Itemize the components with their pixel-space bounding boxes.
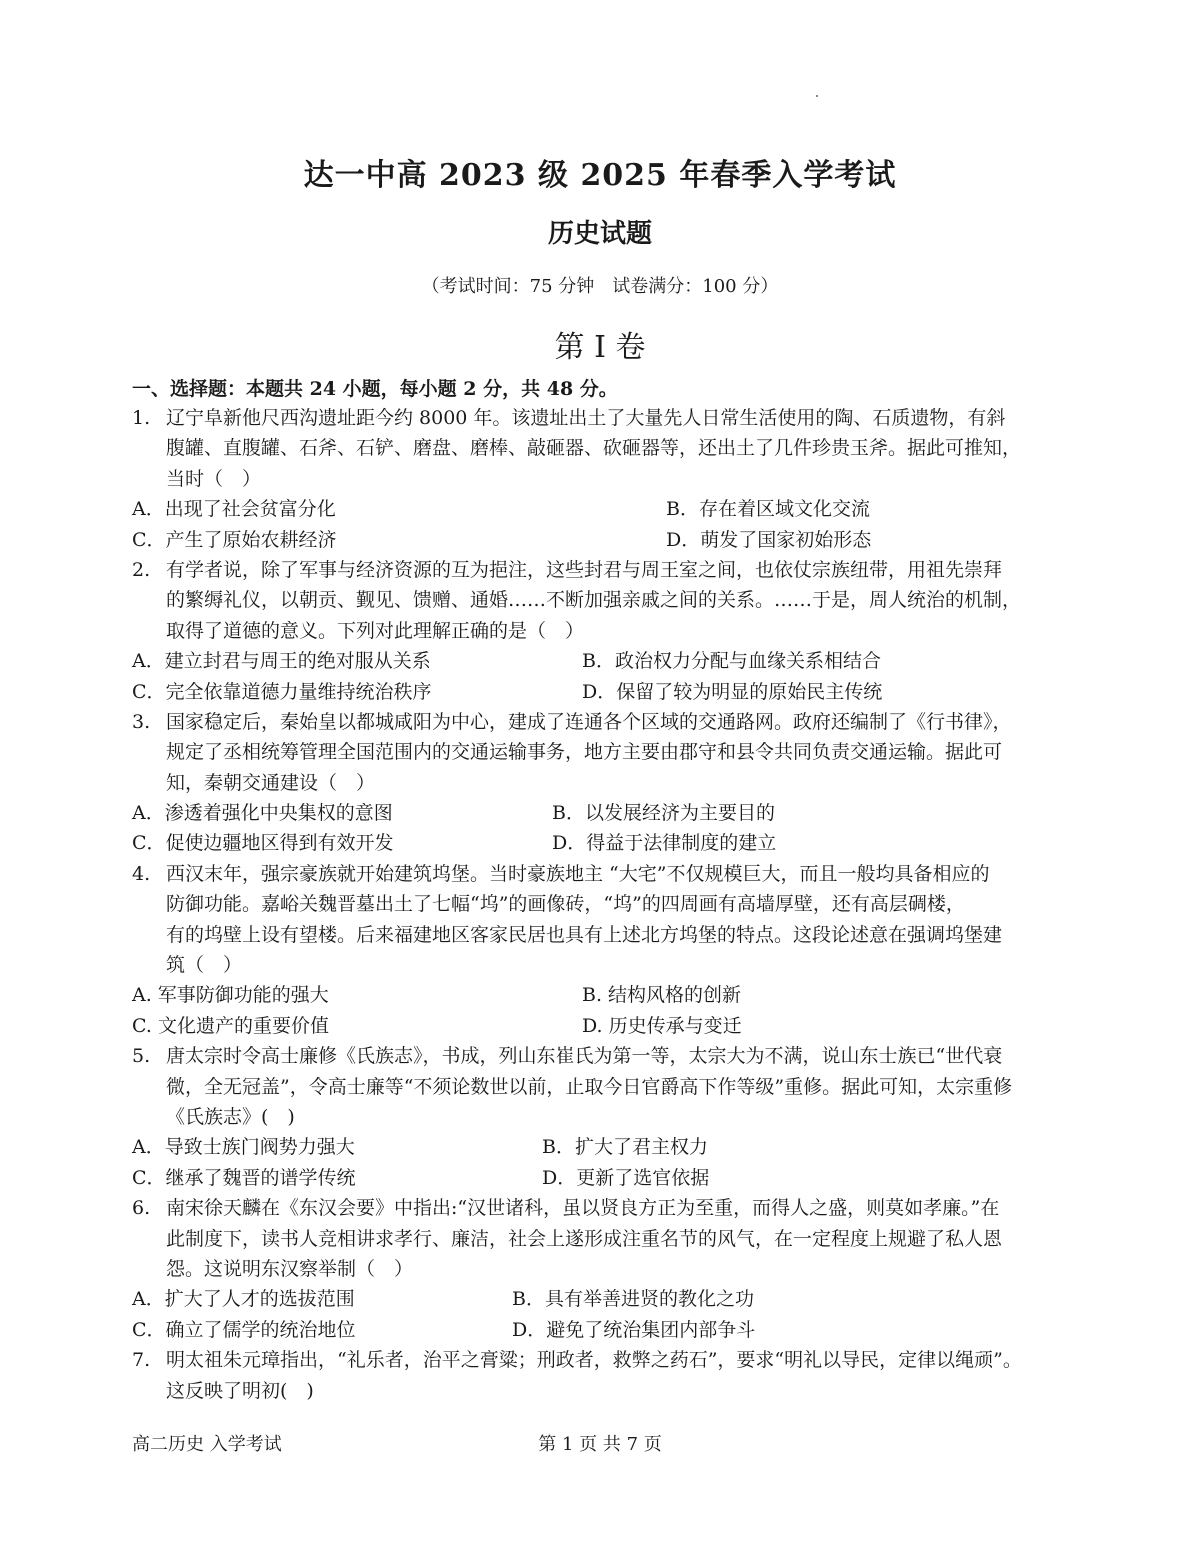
answer-option[interactable]: B．存在着区域文化交流 [666, 498, 870, 521]
exam-subtitle: 历史试题 [547, 219, 652, 249]
answer-option[interactable]: D. 历史传承与变迁 [582, 1014, 742, 1037]
question-stem-text: 明太祖朱元璋指出，“礼乐者，治平之膏粱；刑政者，救弊之药石”，要求“明礼以导民，定律以绳顽”。 [166, 1349, 1022, 1372]
answer-option[interactable]: A．扩大了人才的选拔范围 [132, 1288, 355, 1311]
question-stem-first-line [132, 1041, 1082, 1071]
exam-info: （考试时间：75 分钟 试卷满分：100 分） [421, 276, 779, 297]
answer-option[interactable]: C．完全依靠道德力量维持统治秩序 [132, 680, 432, 703]
question-number: 5. [132, 1045, 151, 1068]
volume-heading: 第 I 卷 [554, 330, 646, 365]
question-stem-text: 当时（ ） [166, 467, 262, 490]
question-stem-text: 国家稳定后，秦始皇以都城咸阳为中心，建成了连通各个区域的交通路网。政府还编制了《行书律》， [166, 710, 1012, 733]
question-stem-text: 微，全无冠盖”，令高士廉等“不须论数世以前，止取今日官爵高下作等级”重修。据此可知，太宗重修 [166, 1075, 1013, 1098]
option-row [132, 1163, 1082, 1193]
question-stem-text: 这反映了明初( ) [166, 1379, 314, 1402]
question-stem-text: 唐太宗时令高士廉修《氏族志》，书成，列山东崔氏为第一等，太宗大为不满，说山东士族已“世代衰 [166, 1045, 1003, 1068]
option-row [132, 798, 1082, 828]
question-item [132, 707, 1082, 859]
question-stem-line [132, 616, 1082, 646]
section-heading: 一、选择题：本题共 24 小题，每小题 2 分，共 48 分。 [132, 378, 618, 400]
question-number: 7. [132, 1349, 151, 1372]
question-stem-text: 腹罐、直腹罐、石斧、石铲、磨盘、磨棒、敲砸器、砍砸器等，还出土了几件珍贵玉斧。据此可推知， [166, 437, 1022, 460]
footer-course: 高二历史 入学考试 [132, 1434, 282, 1455]
question-stem-text: 此制度下，读书人竞相讲求孝行、廉洁，社会上遂形成注重名节的风气，在一定程度上规避了私人恩 [166, 1227, 1003, 1250]
question-item [132, 859, 1082, 1041]
question-number: 2. [132, 558, 151, 581]
option-row [132, 1284, 1082, 1314]
question-stem-line [132, 1224, 1082, 1254]
question-stem-text: 辽宁阜新他尺西沟遗址距今约 8000 年。该遗址出土了大量先人日常生活使用的陶、石质遗物，有斜 [166, 407, 1006, 429]
question-item [132, 403, 1082, 555]
question-stem-text: 有学者说，除了军事与经济资源的互为挹注，这些封君与周王室之间，也依仗宗族纽带，用祖先崇拜 [166, 558, 1003, 581]
answer-option[interactable]: B. 结构风格的创新 [582, 984, 742, 1007]
question-stem-line [132, 920, 1082, 950]
question-item [132, 1345, 1082, 1406]
answer-option[interactable]: C．确立了儒学的统治地位 [132, 1318, 356, 1341]
question-stem-line [132, 433, 1082, 463]
option-row [132, 1011, 1082, 1041]
answer-option[interactable]: D．避免了统治集团内部争斗 [512, 1318, 756, 1341]
question-stem-text: 的繁缛礼仪，以朝贡、觐见、馈赠、通婚……不断加强亲戚之间的关系。……于是，周人统治的机制， [166, 589, 1022, 612]
question-stem-line [132, 1376, 1082, 1406]
question-stem-line [132, 768, 1082, 798]
answer-option[interactable]: B．以发展经济为主要目的 [552, 802, 775, 825]
question-number: 1. [132, 407, 151, 429]
question-stem-text: 西汉末年，强宗豪族就开始建筑坞堡。当时豪族地主 “大宅”不仅规模巨大，而且一般均具备相应的 [166, 862, 990, 885]
answer-option[interactable]: B．扩大了君主权力 [542, 1136, 708, 1159]
scan-speck [816, 95, 818, 97]
answer-option[interactable]: C．继承了魏晋的谱学传统 [132, 1166, 356, 1189]
answer-option[interactable]: D．保留了较为明显的原始民主传统 [582, 680, 883, 703]
question-number: 4. [132, 862, 151, 885]
footer-page-number: 第 1 页 共 7 页 [538, 1434, 662, 1455]
question-stem-line [132, 889, 1082, 919]
option-row [132, 980, 1082, 1010]
question-stem-text: 取得了道德的意义。下列对此理解正确的是（ ） [166, 619, 585, 642]
exam-title: 达一中高 2023 级 2025 年春季入学考试 [303, 158, 897, 193]
question-number: 3. [132, 710, 151, 733]
answer-option[interactable]: A. 军事防御功能的强大 [132, 984, 329, 1007]
question-stem-first-line [132, 555, 1082, 585]
answer-option[interactable]: A．出现了社会贫富分化 [132, 498, 336, 521]
question-stem-first-line [132, 859, 1082, 889]
question-stem-text: 筑（ ） [166, 954, 243, 977]
answer-option[interactable]: A．渗透着强化中央集权的意图 [132, 802, 393, 825]
question-stem-text: 怨。这说明东汉察举制（ ） [166, 1257, 414, 1280]
answer-option[interactable]: D．得益于法律制度的建立 [552, 832, 777, 855]
question-stem-text: 规定了丞相统筹管理全国范围内的交通运输事务，地方主要由郡守和县令共同负责交通运输。据此可 [166, 741, 1003, 764]
question-number: 6. [132, 1197, 151, 1220]
question-stem-first-line [132, 707, 1082, 737]
question-stem-text: 有的坞壁上设有望楼。后来福建地区客家民居也具有上述北方坞堡的特点。这段论述意在强调坞堡建 [166, 923, 1003, 946]
answer-option[interactable]: C．促使边疆地区得到有效开发 [132, 832, 394, 855]
option-row [132, 494, 1082, 524]
question-stem-line [132, 464, 1082, 494]
question-item [132, 1193, 1082, 1345]
question-stem-line [132, 1072, 1082, 1102]
question-stem-text: 防御功能。嘉峪关魏晋墓出土了七幅“坞”的画像砖，“坞”的四周画有高墙厚壁，还有高层碉楼， [166, 893, 965, 916]
question-stem-line [132, 737, 1082, 767]
question-stem-text: 南宋徐天麟在《东汉会要》中指出:“汉世诸科，虽以贤良方正为至重，而得人之盛，则莫如孝廉。”在 [166, 1197, 1000, 1220]
option-row [132, 677, 1082, 707]
answer-option[interactable]: B．政治权力分配与血缘关系相结合 [582, 650, 881, 673]
answer-option[interactable]: A．导致士族门阀势力强大 [132, 1136, 355, 1159]
answer-option[interactable]: A．建立封君与周王的绝对服从关系 [132, 650, 431, 673]
question-stem-first-line [132, 403, 1082, 433]
question-stem-text: 《氏族志》( ) [166, 1105, 295, 1128]
answer-option[interactable]: D．更新了选官依据 [542, 1166, 710, 1189]
question-stem-line [132, 585, 1082, 615]
question-stem-first-line [132, 1345, 1082, 1375]
answer-option[interactable]: D．萌发了国家初始形态 [666, 528, 872, 551]
question-stem-line [132, 1254, 1082, 1284]
question-item [132, 555, 1082, 707]
answer-option[interactable]: C．产生了原始农耕经济 [132, 528, 337, 551]
question-stem-first-line [132, 1193, 1082, 1223]
answer-option[interactable]: B．具有举善进贤的教化之功 [512, 1288, 754, 1311]
question-stem-line [132, 950, 1082, 980]
question-list [132, 403, 1082, 1406]
question-stem-text: 知，秦朝交通建设（ ） [166, 771, 376, 794]
option-row [132, 646, 1082, 676]
option-row [132, 828, 1082, 858]
answer-option[interactable]: C. 文化遗产的重要价值 [132, 1014, 329, 1037]
question-item [132, 1041, 1082, 1193]
question-stem-line [132, 1102, 1082, 1132]
option-row [132, 1315, 1082, 1345]
option-row [132, 1132, 1082, 1162]
option-row [132, 525, 1082, 555]
